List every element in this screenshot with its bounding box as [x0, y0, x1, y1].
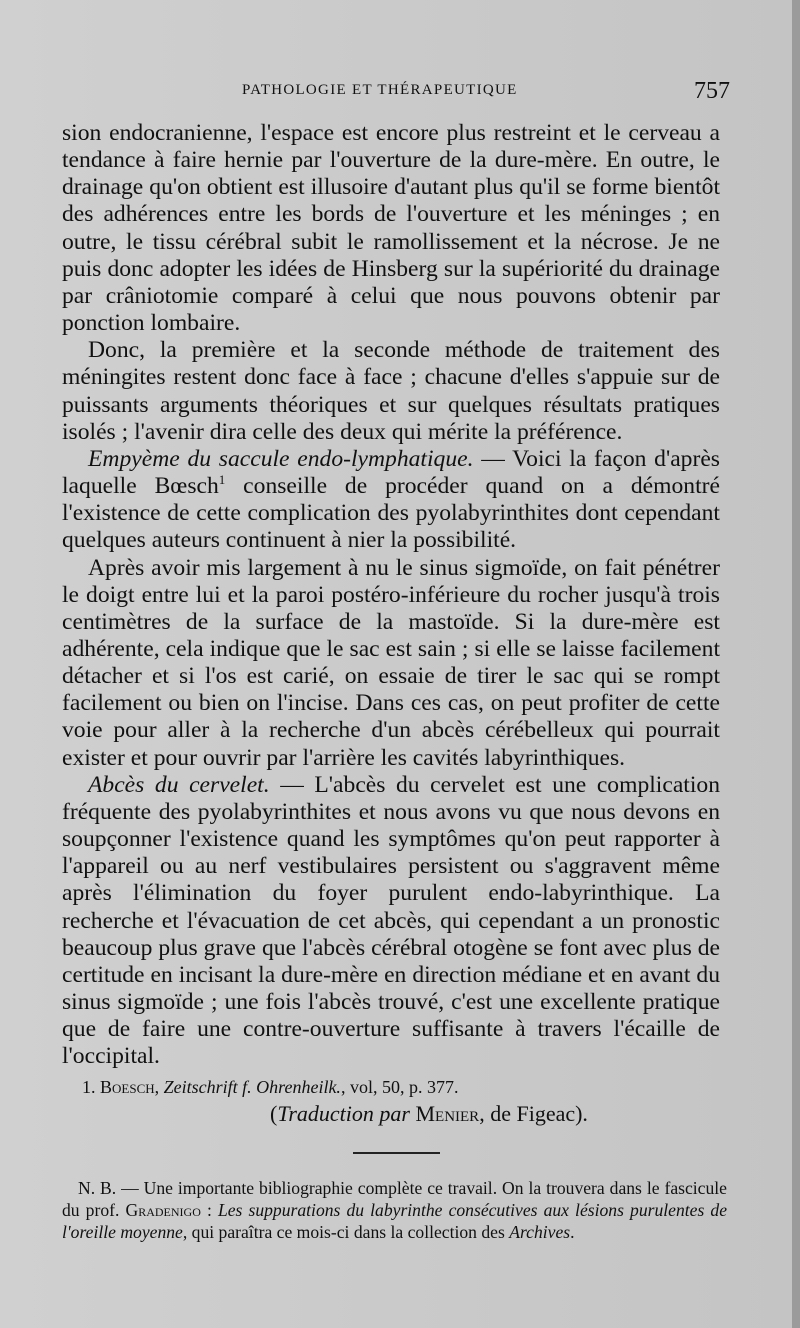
separator-rule — [353, 1152, 440, 1154]
footnote-author: Boesch — [100, 1077, 155, 1097]
note-paragraph — [62, 1178, 727, 1243]
section-heading-abces: Abcès du cervelet. — [88, 771, 270, 798]
paragraph-methods: Donc, la première et la seconde méthode de traitement des méningites restent donc face à face ; chacune d'elles s'appuie sur de puissants arguments théoriques et sur quelques résultats pratiques isolés ; l'avenir dira celle des deux qui mérite la préférence. — [62, 337, 720, 445]
paragraph-continuation: sion endocranienne, l'espace est encore plus restreint et le cerveau a tendance à faire hernie par l'ouverture de la dure-mère. En outre, le drainage qu'on obtient est illusoire d'autant plus qu'il se forme bientôt des adhérences entre les bords de l'ouverture et les méninges ; en outre, le tissu cérébral subit le ramollissement et la nécrose. Je ne puis donc adopter les idées de Hinsberg sur la supériorité du drainage par crâniotomie comparé à celui que nous pouvons obtenir par ponction lombaire. — [62, 120, 720, 337]
section-heading-empyeme: Empyème du saccule endo-lymphatique. — [88, 445, 474, 472]
translation-open-paren: ( — [270, 1101, 278, 1126]
paragraph-abces — [62, 772, 720, 1071]
translation-credit — [62, 1101, 720, 1127]
footnote-reference: , vol, 50, p. 377. — [340, 1077, 459, 1097]
page-header — [60, 78, 730, 106]
paragraph-empyeme-text-1: — Voici la façon d'après laquelle Bœsch — [62, 445, 720, 500]
paragraph-procedure: Après avoir mis largement à nu le sinus sigmoïde, on fait pénétrer le doigt entre lui et la paroi postéro-inférieure du rocher jusqu'à trois centimètres de la surface de la mastoïde. Si la dure-mère est adhérente, cela indique que le sac est sain ; si elle se laisse facilement détacher et si l'os est carié, on essaie de tirer le sac qui se rompt facilement ou bien on l'incise. Dans ces cas, on peut profiter de cette voie pour aller à la recherche d'un abcès cérébelleux qui pourrait exister et pour ouvrir par l'arrière les cavités labyrinthiques. — [62, 554, 720, 771]
paragraph-empyeme-text-2: conseille de procéder quand on a démontré l'existence de cette complication des pyolabyrinthites dont cependant quelques auteurs continuent à nier la possibilité. — [62, 473, 720, 554]
note-collection: Archives — [509, 1221, 571, 1242]
footnote-journal: Zeitschrift f. Ohrenheilk. — [163, 1077, 341, 1097]
footnote — [62, 1076, 720, 1127]
footnote-number: 1. — [82, 1077, 96, 1097]
footnote-citation: 1. Boesch, Zeitschrift f. Ohrenheilk., vol, 50, p. 377. — [82, 1077, 459, 1097]
translation-place: , de Figeac). — [479, 1101, 588, 1126]
translator-name: Menier — [415, 1101, 480, 1126]
note-text-3: , qui paraîtra ce mois-ci dans la collection des — [182, 1221, 510, 1242]
note-author: Gradenigo — [125, 1199, 201, 1220]
running-title: PATHOLOGIE ET THÉRAPEUTIQUE — [242, 82, 518, 98]
footnote-marker: 1 — [218, 472, 226, 488]
translation-label: Traduction par — [277, 1101, 410, 1126]
note-text-2: : — [200, 1199, 218, 1220]
bibliography-note — [62, 1178, 727, 1243]
paragraph-empyeme — [62, 446, 720, 555]
paragraph-abces-text: — L'abcès du cervelet est une complication fréquente des pyolabyrinthites et nous avons vu que nous devons en soupçonner l'existence quand les symptômes qu'on peut rapporter à l'appareil ou au nerf vestibulaires persistent ou s'aggravent même après l'élimination du foyer purulent endo-labyrinthique. La recherche et l'évacuation de cet abcès, qui cependant a un pronostic beaucoup plus grave que l'abcès cérébral otogène se font avec plus de certitude en incisant la dure-mère en direction médiane et en avant du sinus sigmoïde ; une fois l'abcès trouvé, c'est une excellente pratique que de faire une contre-ouverture suffisante à travers l'écaille de l'occipital. — [62, 771, 721, 1070]
note-title: Les suppurations du labyrinthe consécutives aux lésions purulentes de l'oreille moyenne — [62, 1199, 727, 1242]
body-text — [62, 120, 720, 1070]
note-text-1: N. B. — Une importante bibliographie complète ce travail. On la trouvera dans le fascicule du prof. — [62, 1178, 727, 1220]
note-text-4: . — [570, 1221, 575, 1242]
page-number: 757 — [694, 78, 730, 104]
page-edge-shadow — [792, 0, 800, 1328]
